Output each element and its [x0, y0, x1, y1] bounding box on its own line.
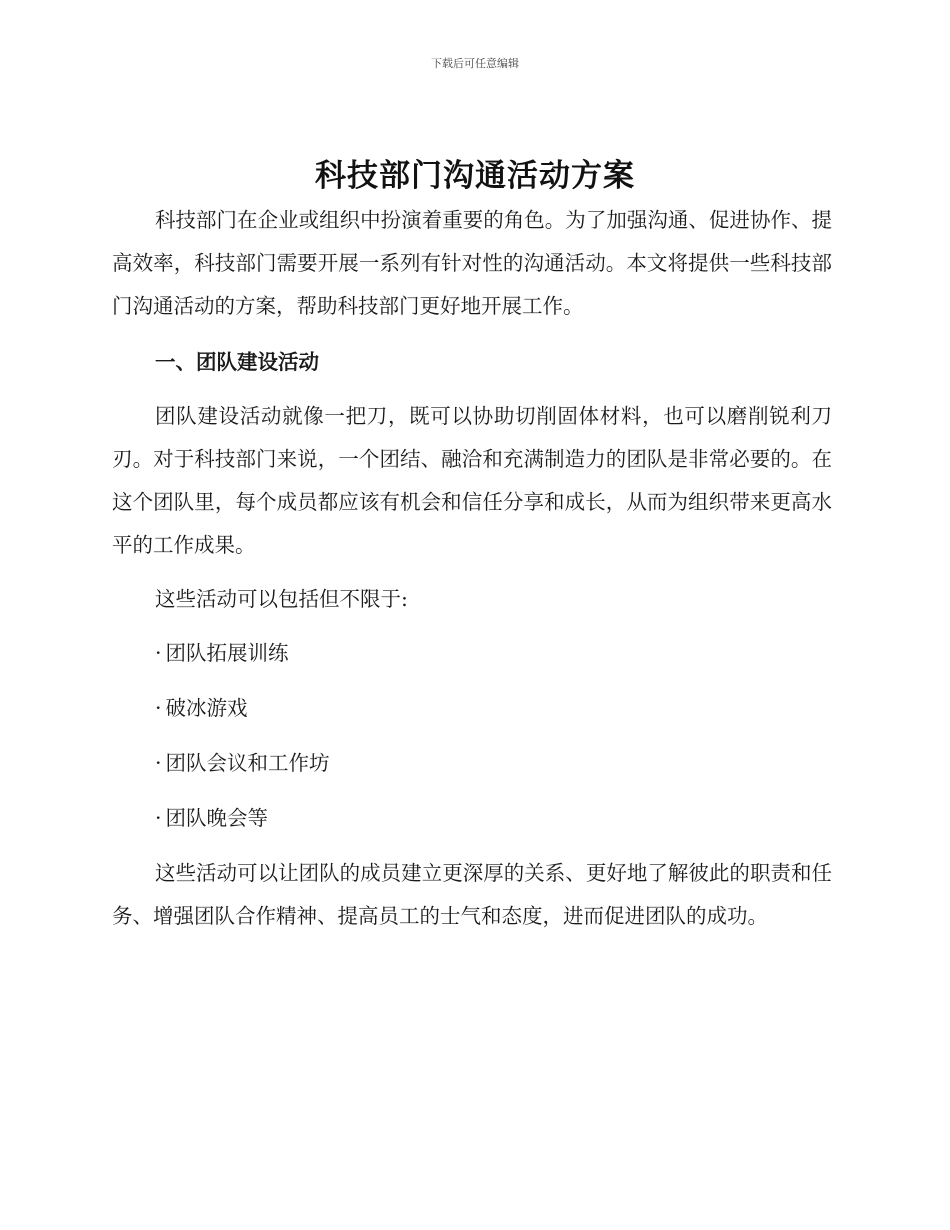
- bullet-icon: ·: [155, 641, 162, 665]
- intro-paragraph: 科技部门在企业或组织中扮演着重要的角色。为了加强沟通、促进协作、提高效率，科技部门需要开展一系列有针对性的沟通活动。本文将提供一些科技部门沟通活动的方案，帮助科技部门更好地开展工作。: [112, 208, 832, 318]
- bullet-icon: ·: [155, 696, 162, 720]
- list-item-label: 团队会议和工作坊: [165, 751, 330, 775]
- list-item: [155, 632, 330, 687]
- list-item-label: 团队拓展训练: [165, 641, 289, 665]
- list-item: [155, 687, 330, 742]
- activities-list: [155, 632, 330, 852]
- team-building-paragraph: 团队建设活动就像一把刀，既可以协助切削固体材料，也可以磨削锐利刀刃。对于科技部门来说，一个团结、融洽和充满制造力的团队是非常必要的。在这个团队里，每个成员都应该有机会和信任分享和成长，从而为组织带来更高水平的工作成果。: [112, 404, 832, 557]
- document-title: 科技部门沟通活动方案: [315, 158, 635, 194]
- list-item: [155, 742, 330, 797]
- activities-lead-text: 这些活动可以包括但不限于:: [155, 587, 408, 611]
- list-item-label: 破冰游戏: [165, 696, 248, 720]
- bullet-icon: ·: [155, 806, 162, 830]
- list-item: [155, 797, 330, 852]
- section-heading-team-building: 一、团队建设活动: [155, 350, 319, 374]
- list-item-label: 团队晚会等: [165, 806, 269, 830]
- closing-paragraph: 这些活动可以让团队的成员建立更深厚的关系、更好地了解彼此的职责和任务、增强团队合作精神、提高员工的士气和态度，进而促进团队的成功。: [112, 861, 832, 928]
- bullet-icon: ·: [155, 751, 162, 775]
- header-note: 下载后可任意编辑: [431, 57, 519, 70]
